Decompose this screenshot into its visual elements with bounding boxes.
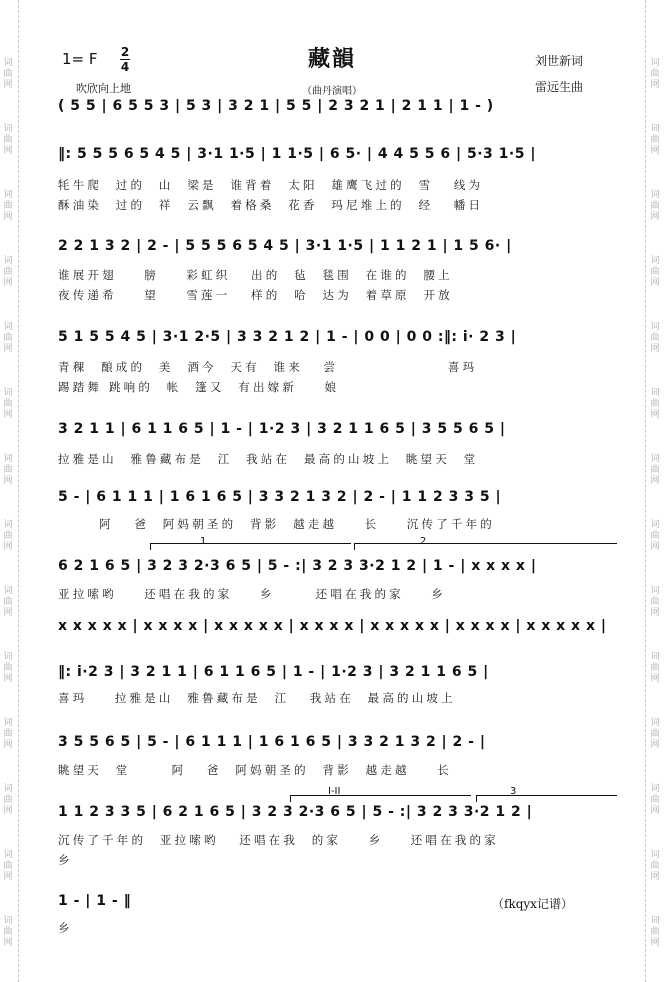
score-row-notes: x x x x x | x x x x | x x x x x | x x x x | x x x x x | x x x x | x x x x x | — [58, 618, 607, 634]
score-row-notes: ‖: i·2 3 | 3 2 1 1 | 6 1 1 6 5 | 1 - | 1·2 3 | 3 2 1 1 6 5 | — [58, 664, 489, 680]
watermark-column-right — [645, 0, 664, 982]
score-row-notes: 1 1 2 3 3 5 | 6 2 1 6 5 | 3 2 3 2·3 6 5 | 5 - :| 3 2 3 3·2 1 2 | — [58, 804, 533, 820]
score-row-notes: 1 - | 1 - ‖ — [58, 893, 132, 909]
watermark-text: 词 曲 网 — [3, 520, 13, 552]
watermark-text: 词 曲 网 — [3, 586, 13, 618]
watermark-text: 词 曲 网 — [650, 124, 660, 156]
score-row-notes: 3 2 1 1 | 6 1 1 6 5 | 1 - | 1·2 3 | 3 2 1 1 6 5 | 3 5 5 6 5 | — [58, 421, 506, 437]
lyric-line: 乡 — [58, 921, 73, 935]
lyric-line: 亚拉嗦哟 还唱在我的家 乡 还唱在我的家 乡 — [58, 587, 446, 601]
song-title: 藏韻 — [307, 46, 356, 72]
watermark-text: 词 曲 网 — [650, 586, 660, 618]
volta-second-ending — [354, 543, 617, 550]
watermark-text: 词 曲 网 — [3, 454, 13, 486]
watermark-text: 词 曲 网 — [3, 718, 13, 750]
lyric-line: 沉传了千年的 亚拉嗦哟 还唱在我 的家 乡 还唱在我的家 — [58, 833, 499, 847]
performer-credit: （曲丹演唱） — [302, 86, 362, 97]
volta-second-label: 2 — [420, 536, 427, 547]
lyricist-credit: 刘世新词 — [535, 54, 584, 68]
tempo-marking: 吹欣向上地 — [76, 82, 131, 95]
lyric-line: 夜传递希 望 雪莲一 样的 哈 达为 着草原 开放 — [58, 288, 453, 302]
lyric-line: 踢踏舞 跳响的 帐 篷又 有出嫁新 娘 — [58, 380, 340, 394]
lyric-line: 眺望天 堂 阿 爸 阿妈朝圣的 背影 越走越 长 — [58, 763, 452, 777]
watermark-text: 词 曲 网 — [650, 454, 660, 486]
watermark-text: 词 曲 网 — [650, 784, 660, 816]
volta-first-ending — [150, 543, 351, 550]
watermark-text: 词 曲 网 — [650, 190, 660, 222]
score-row-notes: 3 5 5 6 5 | 5 - | 6 1 1 1 | 1 6 1 6 5 | 3 3 2 1 3 2 | 2 - | — [58, 734, 486, 750]
lyric-line: 牦牛爬 过的 山 梁是 谁背着 太阳 雄鹰飞过的 雪 线为 — [58, 178, 484, 192]
watermark-text: 词 曲 网 — [650, 388, 660, 420]
composer-credit: 雷远生曲 — [535, 80, 584, 94]
watermark-column-left — [0, 0, 19, 982]
score-row-notes: 6 2 1 6 5 | 3 2 3 2·3 6 5 | 5 - :| 3 2 3 3·2 1 2 | 1 - | x x x x | — [58, 558, 537, 574]
watermark-text: 词 曲 网 — [3, 652, 13, 684]
watermark-text: 词 曲 网 — [650, 850, 660, 882]
watermark-text: 词 曲 网 — [3, 58, 13, 90]
volta-first-label: 1 — [200, 536, 207, 547]
lyric-line: 青稞 酿成的 美 酒今 天有 谁来 尝 喜玛 — [58, 360, 478, 374]
lyric-line: 酥油染 过的 祥 云飘 着格桑 花香 玛尼堆上的 经 幡日 — [58, 198, 484, 212]
meter-bottom: 4 — [120, 60, 130, 74]
watermark-text: 词 曲 网 — [3, 784, 13, 816]
lyric-line: 乡 — [58, 853, 73, 867]
score-row-notes: 5 - | 6 1 1 1 | 1 6 1 6 5 | 3 3 2 1 3 2 | 2 - | 1 1 2 3 3 5 | — [58, 489, 502, 505]
watermark-text: 词 曲 网 — [650, 916, 660, 948]
key-signature: 1= F — [62, 50, 98, 68]
meter-top: 2 — [120, 45, 130, 59]
lyric-line: 谁展开翅 膀 彩虹织 出的 毡 毯围 在谁的 腰上 — [58, 268, 453, 282]
watermark-text: 词 曲 网 — [3, 124, 13, 156]
watermark-text: 词 曲 网 — [650, 652, 660, 684]
lyric-line: 阿 爸 阿妈朝圣的 背影 越走越 长 沉传了千年的 — [58, 517, 495, 531]
watermark-text: 词 曲 网 — [650, 520, 660, 552]
lyric-line: 喜玛 拉雅是山 雅鲁藏布是 江 我站在 最高的山坡上 — [58, 691, 456, 705]
volta-third-ending — [476, 795, 617, 802]
transcriber-credit: （fkqyx记谱） — [492, 897, 573, 911]
score-row-notes: 5 1 5 5 4 5 | 3·1 2·5 | 3 3 2 1 2 | 1 - | 0 0 | 0 0 :‖: i· 2 3 | — [58, 329, 517, 345]
watermark-text: 词 曲 网 — [650, 256, 660, 288]
watermark-text: 词 曲 网 — [3, 916, 13, 948]
volta-repeat-label: I-II — [328, 786, 341, 797]
watermark-text: 词 曲 网 — [650, 58, 660, 90]
lyric-line: 拉雅是山 雅鲁藏布是 江 我站在 最高的山坡上 眺望天 堂 — [58, 452, 479, 466]
watermark-text: 词 曲 网 — [3, 388, 13, 420]
volta-repeat-ending — [290, 795, 471, 802]
watermark-text: 词 曲 网 — [3, 322, 13, 354]
volta-third-label: 3 — [510, 786, 517, 797]
score-row-notes: 2 2 1 3 2 | 2 - | 5 5 5 6 5 4 5 | 3·1 1·5 | 1 1 2 1 | 1 5 6· | — [58, 238, 512, 254]
watermark-text: 词 曲 网 — [3, 256, 13, 288]
watermark-text: 词 曲 网 — [3, 850, 13, 882]
score-row-notes: ( 5 5 | 6 5 5 3 | 5 3 | 3 2 1 | 5 5 | 2 3 2 1 | 2 1 1 | 1 - ) — [58, 98, 494, 114]
watermark-text: 词 曲 网 — [650, 718, 660, 750]
watermark-text: 词 曲 网 — [3, 190, 13, 222]
score-row-notes: ‖: 5 5 5 6 5 4 5 | 3·1 1·5 | 1 1·5 | 6 5· | 4 4 5 5 6 | 5·3 1·5 | — [58, 146, 536, 162]
watermark-text: 词 曲 网 — [650, 322, 660, 354]
